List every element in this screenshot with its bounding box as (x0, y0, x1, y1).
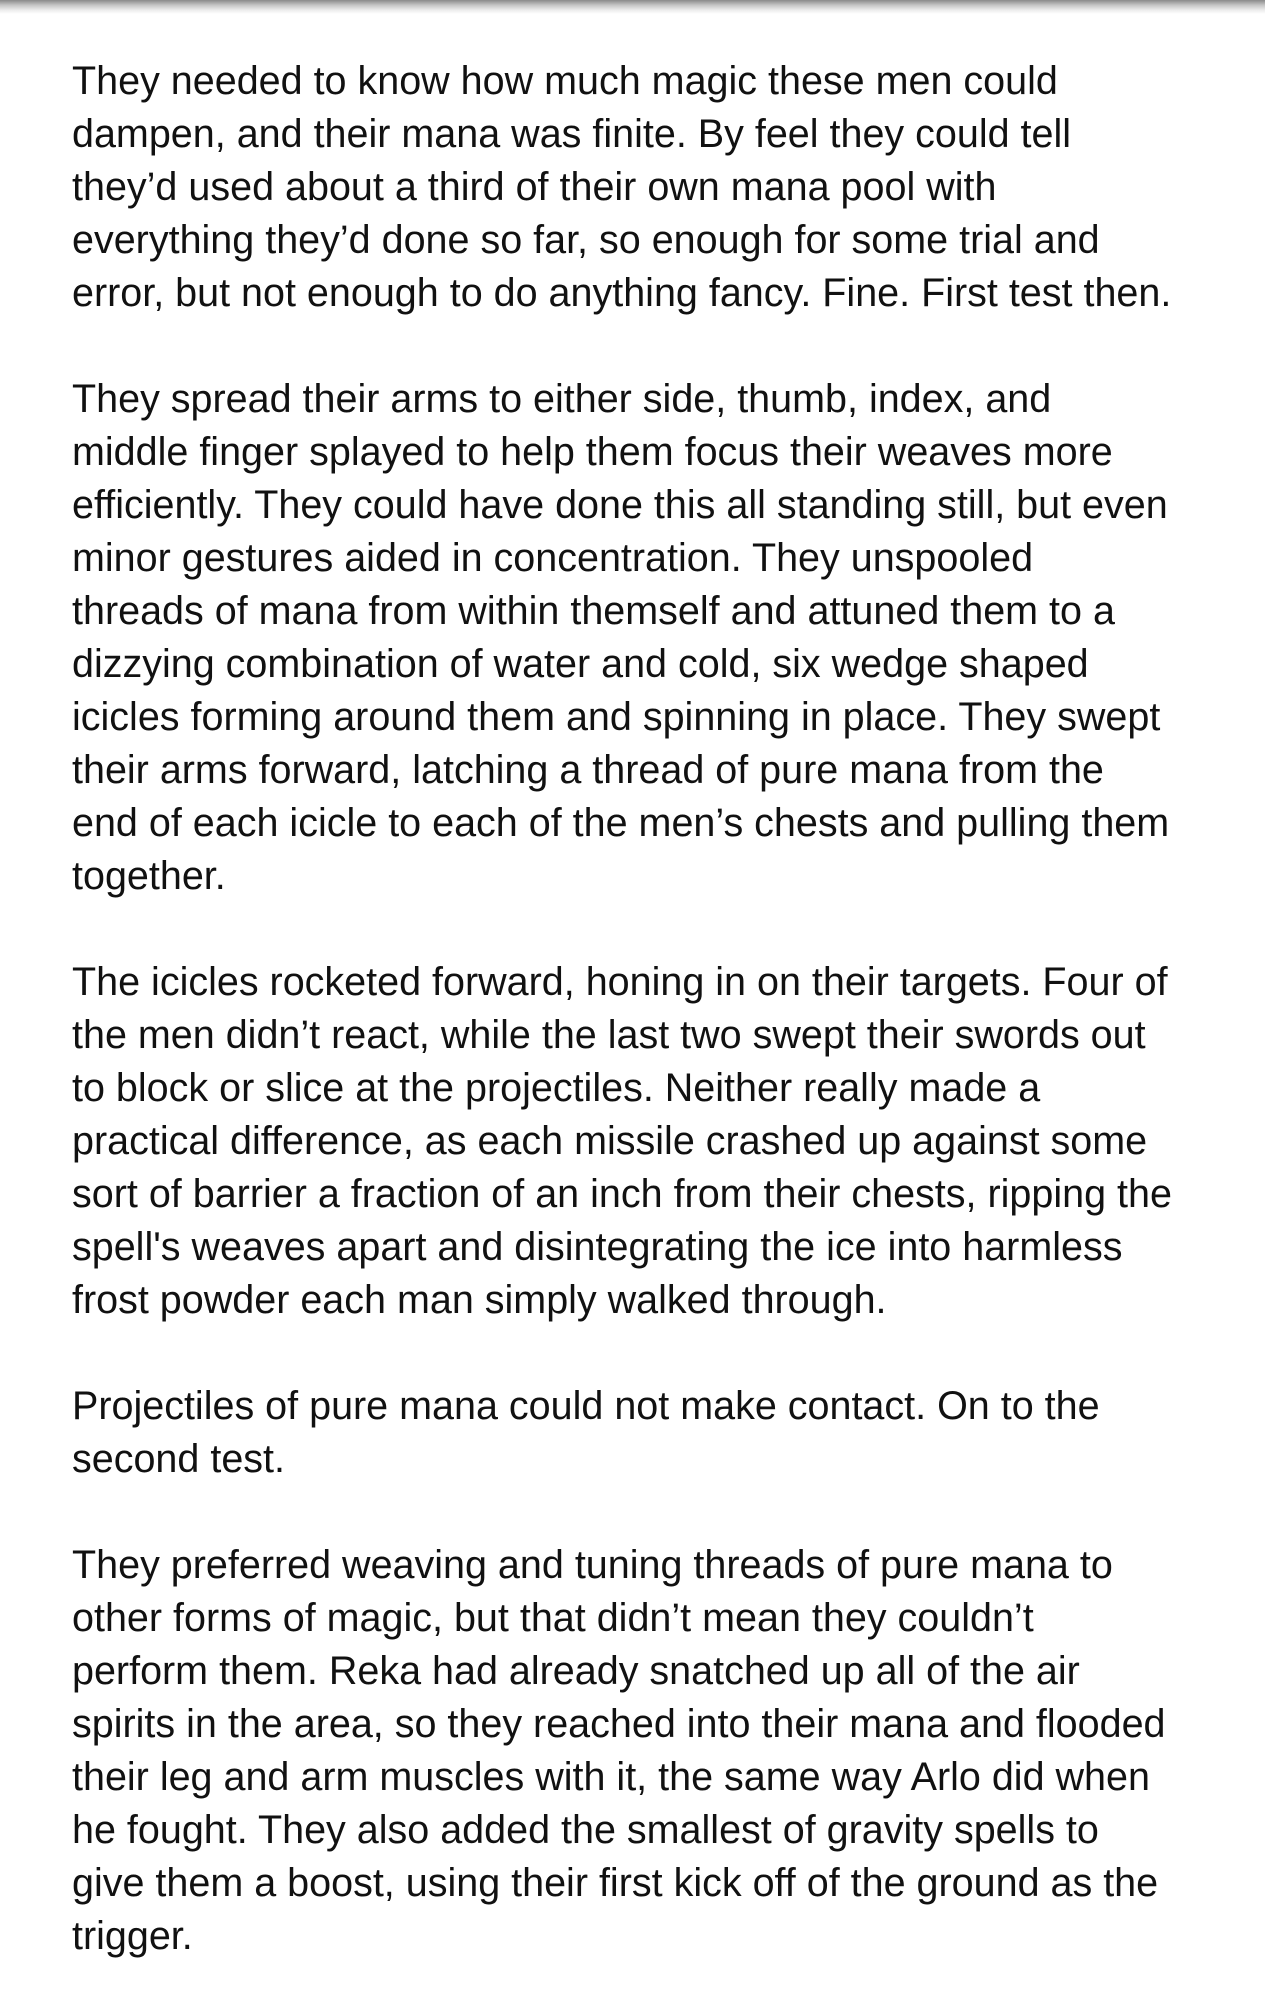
text-line: threads of mana from within themself and attuned them to a (72, 589, 1115, 633)
paragraph (72, 373, 1202, 903)
text-line: They preferred weaving and tuning threads of pure mana to (72, 1543, 1113, 1587)
text-line: give them a boost, using their first kick off of the ground as the (72, 1861, 1159, 1905)
text-line: second test. (72, 1437, 285, 1481)
text-line: dizzying combination of water and cold, six wedge shaped (72, 642, 1089, 686)
top-edge-shadow (0, 0, 1265, 14)
text-line: he fought. They also added the smallest of gravity spells to (72, 1808, 1099, 1852)
text-line: end of each icicle to each of the men’s chests and pulling them (72, 801, 1170, 845)
text-line: They needed to know how much magic these men could (72, 59, 1058, 103)
text-line: perform them. Reka had already snatched up all of the air (72, 1649, 1080, 1693)
text-line: Projectiles of pure mana could not make contact. On to the (72, 1384, 1100, 1428)
text-line: The icicles rocketed forward, honing in on their targets. Four of (72, 960, 1168, 1004)
text-line: efficiently. They could have done this all standing still, but even (72, 483, 1168, 527)
text-line: They spread their arms to either side, thumb, index, and (72, 377, 1052, 421)
text-line: they’d used about a third of their own mana pool with (72, 165, 997, 209)
text-line: dampen, and their mana was finite. By feel they could tell (72, 112, 1072, 156)
text-line: spell's weaves apart and disintegrating the ice into harmless (72, 1225, 1123, 1269)
text-line: together. (72, 854, 226, 898)
text-line: spirits in the area, so they reached into their mana and flooded (72, 1702, 1166, 1746)
text-line: trigger. (72, 1914, 193, 1958)
paragraph (72, 55, 1202, 320)
paragraph (72, 1539, 1202, 1963)
text-line: the men didn’t react, while the last two swept their swords out (72, 1013, 1146, 1057)
text-line: practical difference, as each missile crashed up against some (72, 1119, 1148, 1163)
text-line: other forms of magic, but that didn’t mean they couldn’t (72, 1596, 1034, 1640)
paragraph (72, 956, 1202, 1327)
text-line: their leg and arm muscles with it, the same way Arlo did when (72, 1755, 1150, 1799)
document-body (72, 55, 1202, 2016)
text-line: error, but not enough to do anything fancy. Fine. First test then. (72, 271, 1172, 315)
text-line: everything they’d done so far, so enough for some trial and (72, 218, 1100, 262)
text-line: middle finger splayed to help them focus their weaves more (72, 430, 1113, 474)
paragraph (72, 1380, 1202, 1486)
text-line: frost powder each man simply walked through. (72, 1278, 887, 1322)
text-line: to block or slice at the projectiles. Neither really made a (72, 1066, 1041, 1110)
text-line: their arms forward, latching a thread of pure mana from the (72, 748, 1104, 792)
text-line: sort of barrier a fraction of an inch from their chests, ripping the (72, 1172, 1172, 1216)
text-line: minor gestures aided in concentration. They unspooled (72, 536, 1034, 580)
text-line: icicles forming around them and spinning in place. They swept (72, 695, 1161, 739)
